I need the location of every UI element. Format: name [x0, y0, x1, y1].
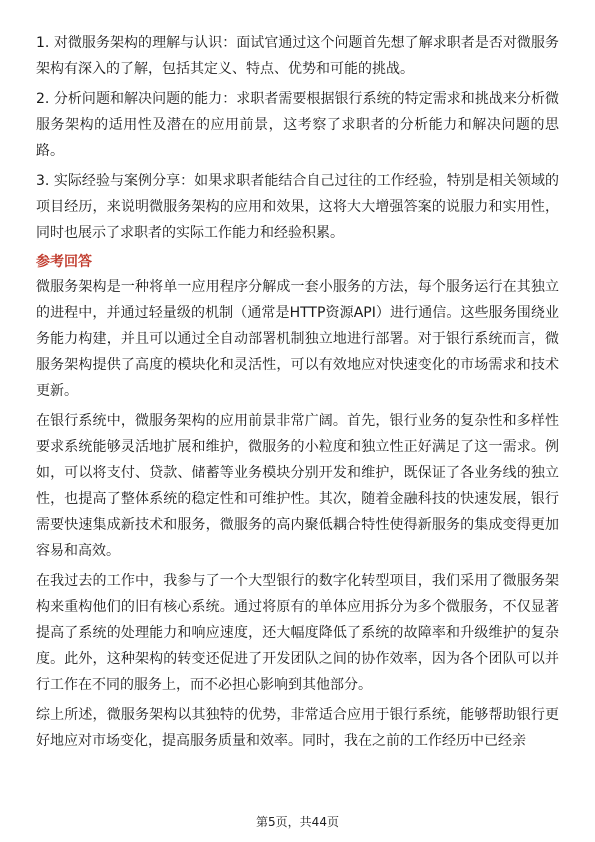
point-3: 3. 实际经验与案例分享：如果求职者能结合自己过往的工作经验，特别是相关领域的项目经历，来说明微服务架构的应用和效果，这将大大增强答案的说服力和实用性，同时也展示了求职者的实际工作能力和经验积累。: [36, 173, 559, 241]
answer-paragraph-4: 综上所述，微服务架构以其独特的优势，非常适合应用于银行系统，能够帮助银行更好地应对市场变化，提高服务质量和效率。同时，我在之前的工作经历中已经亲: [36, 707, 559, 749]
point-1: 1. 对微服务架构的理解与认识：面试官通过这个问题首先想了解求职者是否对微服务架构有深入的了解，包括其定义、特点、优势和可能的挑战。: [36, 35, 559, 77]
page-number: 第5页，共44页: [256, 815, 339, 829]
answer-paragraph-1: 微服务架构是一种将单一应用程序分解成一套小服务的方法，每个服务运行在其独立的进程中，并通过轻量级的机制（通常是HTTP资源API）进行通信。这些服务围绕业务能力构建，并且可以通过全自动部署机制独立地进行部署。对于银行系统而言，微服务架构提供了高度的模块化和灵活性，可以有效地应对快速变化的市场需求和技术更新。: [36, 279, 559, 399]
document-body: [36, 30, 559, 758]
answer-paragraph-2: 在银行系统中，微服务架构的应用前景非常广阔。首先，银行业务的复杂性和多样性要求系统能够灵活地扩展和维护，微服务的小粒度和独立性正好满足了这一需求。例如，可以将支付、贷款、储蓄等业务模块分别开发和维护，既保证了各业务线的独立性，也提高了整体系统的稳定性和可维护性。其次，随着金融科技的快速发展，银行需要快速集成新技术和服务，微服务的高内聚低耦合特性使得新服务的集成变得更加容易和高效。: [36, 413, 559, 559]
point-2: 2. 分析问题和解决问题的能力：求职者需要根据银行系统的特定需求和挑战来分析微服务架构的适用性及潜在的应用前景，这考察了求职者的分析能力和解决问题的思路。: [36, 91, 559, 159]
answer-paragraph-3: 在我过去的工作中，我参与了一个大型银行的数字化转型项目，我们采用了微服务架构来重构他们的旧有核心系统。通过将原有的单体应用拆分为多个微服务，不仅显著提高了系统的处理能力和响应速度，还大幅度降低了系统的故障率和升级维护的复杂度。此外，这种架构的转变还促进了开发团队之间的协作效率，因为各个团队可以并行工作在不同的服务上，而不必担心影响到其他部分。: [36, 573, 559, 693]
answer-heading: 参考回答: [36, 254, 92, 270]
